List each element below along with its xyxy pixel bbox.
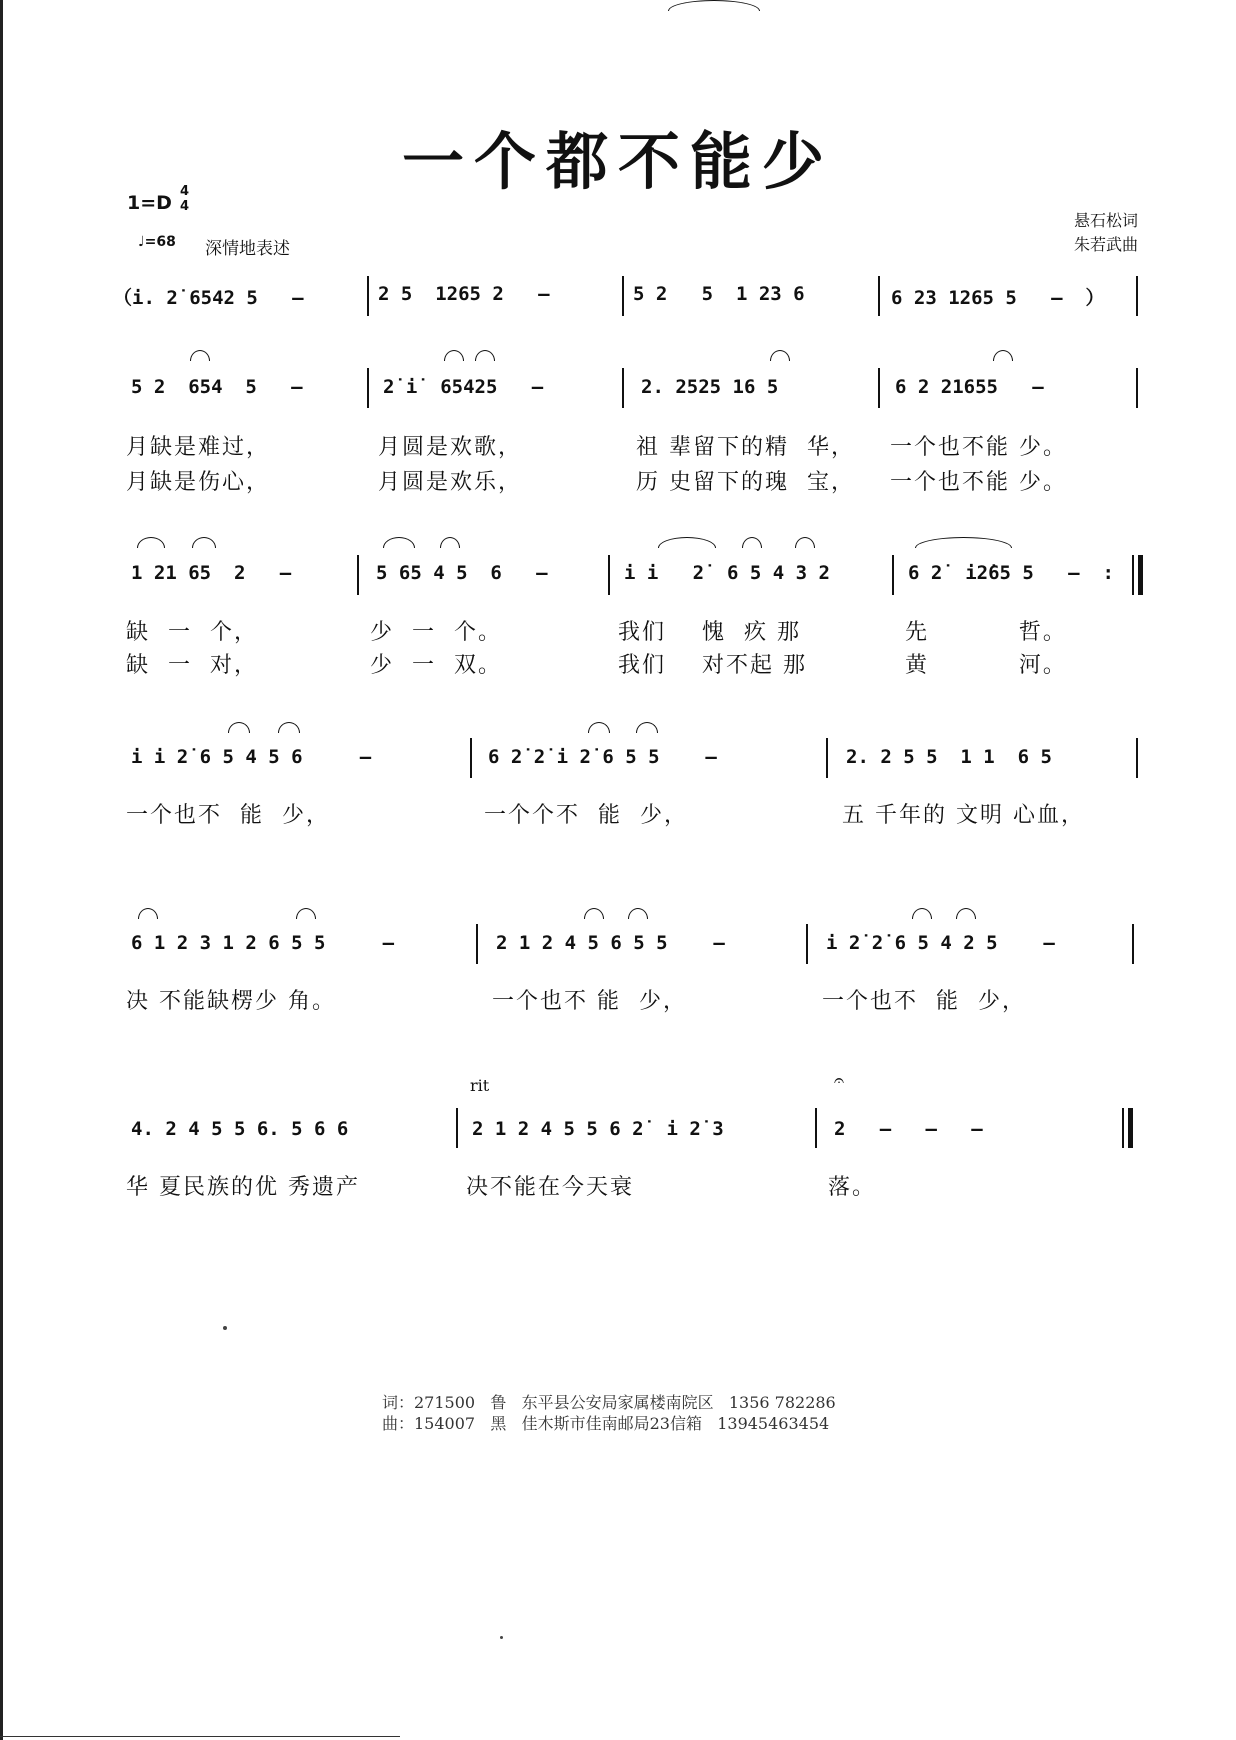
expression-marking: 深情地表述 [205, 239, 290, 259]
measure-2-4: 6 2 21655 – [895, 376, 1044, 398]
lyric-v2-m1: 缺 一 对， [126, 653, 258, 678]
measure-6-1: 4. 2 4 5 5 6. 5 6 6 [131, 1118, 349, 1140]
barline [622, 276, 624, 316]
slur [628, 908, 648, 919]
slur [383, 537, 415, 548]
lyric-v1-m2: 月圆是欢歌， [378, 435, 523, 460]
lyric-v2-m1: 月缺是伤心， [126, 470, 271, 495]
lyric-v1-m2: 少 一 个。 [370, 620, 502, 645]
scan-speck [500, 1636, 503, 1639]
barline [1136, 368, 1138, 408]
slur [668, 0, 760, 11]
measure-1-4: 6 23 1265 5 – ） [891, 287, 1105, 309]
barline [1136, 276, 1138, 316]
slur [192, 537, 216, 548]
meter-bottom: 4 [180, 199, 190, 214]
slur [584, 908, 604, 919]
barline [1136, 738, 1138, 778]
measure-3-1: 1 21 65 2 – [131, 562, 292, 584]
slur [636, 722, 658, 733]
page-left-edge [0, 0, 3, 1740]
final-barline-thick [1128, 1108, 1133, 1148]
lyric-v1-m4: 一个也不能 少。 [890, 435, 1067, 460]
measure-5-1: 6 1 2 3 1 2 6 5 5 – [131, 932, 395, 954]
measure-3-3: i i 2̇ 6 5 4 3 2 [624, 562, 830, 584]
barline [367, 368, 369, 408]
lyric-m2: 一个也不 能 少， [492, 989, 687, 1014]
lyric-v1-m3: 我们 愧 疚 那 [618, 620, 801, 645]
slur [993, 350, 1013, 361]
lyric-m2: 决不能在今天衰 [466, 1175, 635, 1200]
barline [1132, 555, 1134, 595]
measure-6-3: 2 – – – [834, 1118, 983, 1140]
scan-speck [223, 1326, 227, 1330]
lyric-v2-m2: 月圆是欢乐， [378, 470, 523, 495]
barline [806, 924, 808, 964]
barline [456, 1108, 458, 1148]
slur [296, 908, 316, 919]
slur [658, 537, 716, 548]
lyric-v1-m4: 先 哲。 [905, 620, 1067, 645]
lyric-m3: 落。 [828, 1175, 877, 1200]
page-bottom-edge [0, 1736, 400, 1737]
lyric-v1-m1: 缺 一 个， [126, 620, 258, 645]
slur [770, 350, 790, 361]
lyricist-credit: 悬石松词 [1073, 211, 1138, 230]
lyric-m1: 一个也不 能 少， [126, 803, 330, 828]
measure-3-2: 5 65 4 5 6 – [376, 562, 548, 584]
measure-3-4: 6 2̇ i2̇65 5 – : [908, 562, 1114, 584]
slur [915, 537, 1012, 548]
barline [476, 924, 478, 964]
slur [190, 350, 210, 361]
lyric-v2-m4: 黄 河。 [905, 653, 1067, 678]
measure-1-3: 5 2 5 1 23 6 [633, 283, 805, 305]
slur [912, 908, 932, 919]
lyric-v1-m3: 祖 辈留下的精 华， [636, 435, 855, 460]
ritardando-marking: rit [470, 1076, 490, 1095]
meter-top: 4 [180, 184, 190, 199]
lyric-m3: 一个也不 能 少， [822, 989, 1026, 1014]
time-signature [180, 184, 189, 214]
barline [878, 368, 880, 408]
slur [742, 537, 762, 548]
repeat-barline [1138, 555, 1143, 595]
barline [878, 276, 880, 316]
measure-4-3: 2. 2 5 5 1 1 6 5 [846, 746, 1052, 768]
slur [137, 537, 165, 548]
lyric-m3: 五 千年的 文明 心血， [842, 803, 1085, 828]
lyric-v1-m1: 月缺是难过， [126, 435, 271, 460]
measure-1-1: （i. 2̇ 6542 5 – [113, 287, 304, 309]
lyric-m1: 华 夏民族的优 秀遗产 [126, 1175, 360, 1200]
lyric-v2-m3: 历 史留下的瑰 宝， [636, 470, 855, 495]
barline [622, 368, 624, 408]
final-barline-thin [1122, 1108, 1124, 1148]
fermata-icon: 𝄐 [834, 1070, 845, 1091]
measure-2-1: 5 2 654 5 – [131, 376, 303, 398]
lyricist-address: 词：271500 鲁 东平县公安局家属楼南院区 1356 782286 [382, 1393, 836, 1412]
lyric-m1: 决 不能缺楞少 角。 [126, 989, 336, 1014]
song-title: 一个都不能少 [401, 125, 834, 198]
barline [608, 555, 610, 595]
barline [826, 738, 828, 778]
lyric-v2-m2: 少 一 双。 [370, 653, 502, 678]
slur [278, 722, 300, 733]
slur [138, 908, 158, 919]
slur [588, 722, 610, 733]
measure-5-2: 2 1 2 4 5 6 5 5 – [496, 932, 725, 954]
slur [795, 537, 815, 548]
barline [815, 1108, 817, 1148]
barline [357, 555, 359, 595]
slur [444, 350, 464, 361]
key-signature: 1=D [127, 192, 172, 214]
tempo-marking: ♩=68 [138, 234, 176, 250]
lyric-v2-m3: 我们 对不起 那 [618, 653, 807, 678]
measure-4-1: i i 2̇ 6 5 4 5 6 – [131, 746, 372, 768]
measure-4-2: 6 2̇ 2̇ i 2̇ 6 5 5 – [488, 746, 717, 768]
composer-credit: 朱若武曲 [1073, 235, 1138, 254]
measure-2-3: 2. 2525 16 5 [641, 376, 779, 398]
lyric-v2-m4: 一个也不能 少。 [890, 470, 1067, 495]
measure-1-2: 2 5 1265 2 – [378, 283, 550, 305]
slur [475, 350, 495, 361]
slur [440, 537, 460, 548]
composer-address: 曲：154007 黑 佳木斯市佳南邮局23信箱 13945463454 [382, 1414, 830, 1433]
measure-2-2: 2̇ i̇ 65425 – [383, 376, 544, 398]
slur [956, 908, 976, 919]
barline [470, 738, 472, 778]
barline [1132, 924, 1134, 964]
barline [892, 555, 894, 595]
slur [228, 722, 250, 733]
barline [367, 276, 369, 316]
measure-6-2: 2 1 2 4 5 5 6 2̇ i 2̇ 3 [472, 1118, 724, 1140]
measure-5-3: i 2̇ 2̇ 6 5 4 2 5 – [826, 932, 1055, 954]
lyric-m2: 一个个不 能 少， [484, 803, 688, 828]
